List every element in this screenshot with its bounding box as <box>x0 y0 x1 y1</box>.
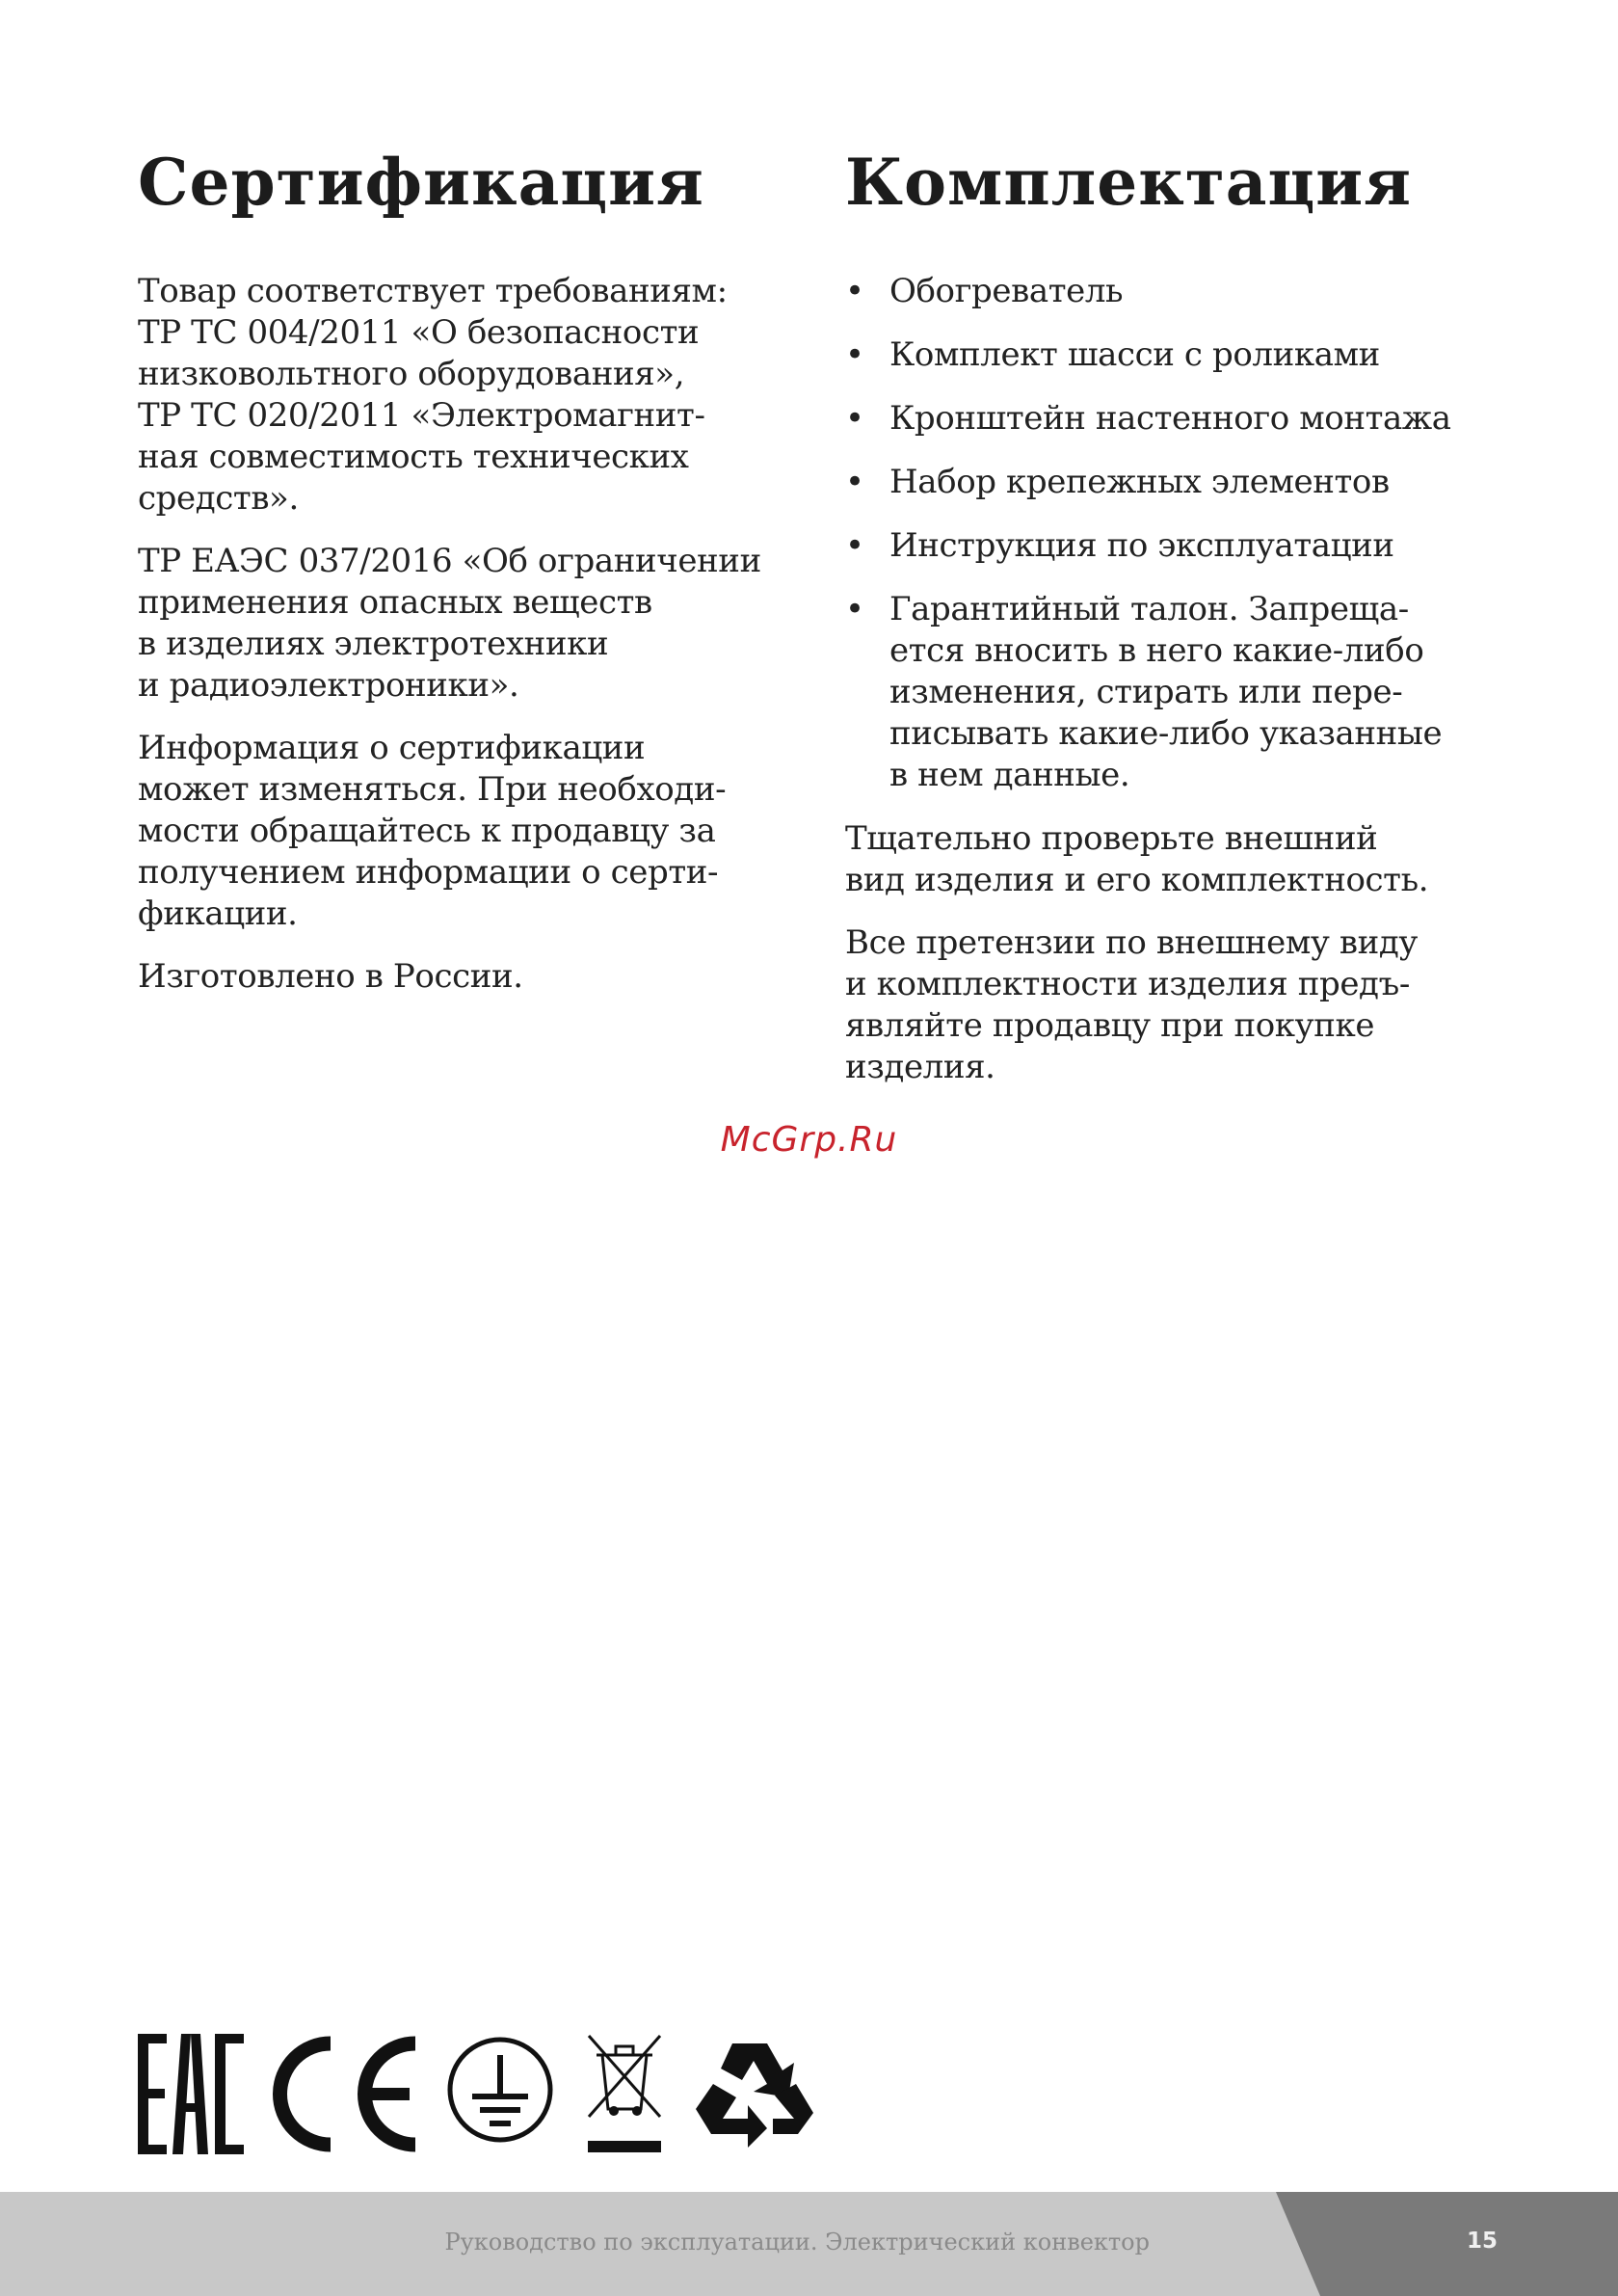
list-item <box>845 334 1500 376</box>
bullet: • <box>845 463 864 502</box>
bullet: • <box>845 272 864 311</box>
list-item-text: Гарантийный талон. Запреща- ется вносить в него какие-либо изменения, стирать или пере- писывать какие-либо указанные в нем данные. <box>889 590 1443 795</box>
page-number: 15 <box>1466 2229 1498 2254</box>
certification-paragraph: Изготовлено в России. <box>138 957 523 997</box>
list-item-text: Комплект шасси с роликами <box>889 335 1380 375</box>
package-title: Комплектация <box>845 145 1413 220</box>
footer-page-tab <box>1276 2192 1618 2296</box>
eac-mark-icon <box>138 2034 249 2154</box>
package-paragraph: Все претензии по внешнему виду и комплектности изделия предъ- являйте продавцу при покупке изделия. <box>845 923 1419 1087</box>
weee-crossed-bin-icon <box>585 2034 664 2154</box>
footer <box>0 2192 1618 2296</box>
certification-paragraph: Товар соответствует требованиям: ТР ТС 004/2011 «О безопасности низковольтного оборудования», ТР ТС 020/2011 «Электромагнит- ная совместимость технических средств». <box>138 272 728 519</box>
footer-text: Руководство по эксплуатации. Электрический конвектор <box>444 2229 1150 2256</box>
certification-paragraph: ТР ЕАЭС 037/2016 «Об ограничении применения опасных веществ в изделиях электротехники и радиоэлектроники». <box>138 542 761 706</box>
recycling-icon <box>694 2034 814 2149</box>
package-section <box>845 145 1500 1109</box>
list-item <box>845 271 1500 312</box>
bullet: • <box>845 526 864 566</box>
bullet: • <box>845 399 864 439</box>
list-item <box>845 589 1500 796</box>
bullet: • <box>845 590 864 629</box>
list-item <box>845 398 1500 440</box>
list-item-text: Обогреватель <box>889 272 1124 311</box>
watermark: McGrp.Ru <box>720 1120 898 1160</box>
protective-earth-icon <box>445 2034 556 2145</box>
list-item-text: Инструкция по эксплуатации <box>889 526 1394 566</box>
ce-mark-icon <box>273 2034 417 2154</box>
list-item-text: Набор крепежных элементов <box>889 463 1390 502</box>
list-item <box>845 525 1500 567</box>
certification-title: Сертификация <box>138 145 704 220</box>
package-list <box>845 271 1500 796</box>
list-item-text: Кронштейн настенного монтажа <box>889 399 1451 439</box>
certification-paragraph: Информация о сертификации может изменяться. При необходи- мости обращайтесь к продавцу за получением информации о серти- фикации. <box>138 729 727 934</box>
certification-section <box>138 145 774 1019</box>
bullet: • <box>845 335 864 375</box>
package-paragraph: Тщательно проверьте внешний вид изделия и его комплектность. <box>845 819 1429 900</box>
list-item <box>845 462 1500 503</box>
